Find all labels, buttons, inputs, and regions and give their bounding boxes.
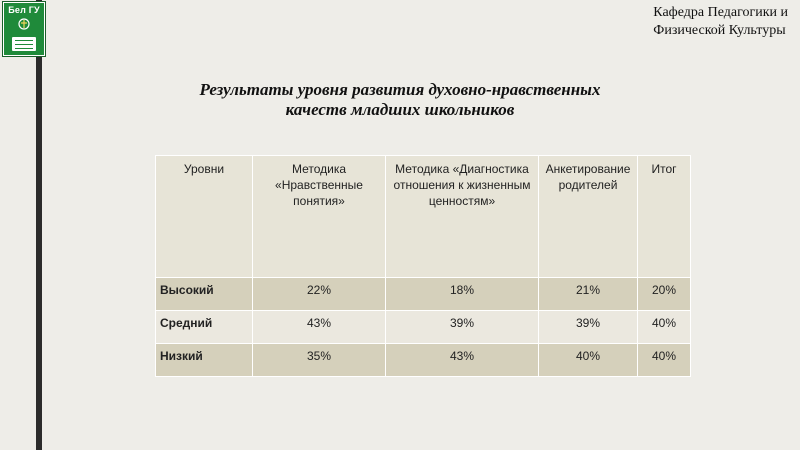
logo-text: Бел ГУ: [8, 5, 40, 15]
row-label: Высокий: [156, 278, 253, 311]
department-line-2: Физической Культуры: [653, 23, 786, 38]
table-cell: 39%: [386, 311, 539, 344]
emblem-icon: [17, 17, 31, 31]
department-line-1: Кафедра Педагогики и: [653, 5, 788, 20]
results-table: [155, 155, 691, 377]
table-cell: 18%: [386, 278, 539, 311]
header-parents-survey: Анкетирование родителей: [539, 156, 638, 278]
row-label: Средний: [156, 311, 253, 344]
department-name: [653, 4, 788, 40]
table-row: [156, 278, 691, 311]
title-line-1: Результаты уровня развития духовно-нравственных: [199, 80, 601, 99]
table-cell: 21%: [539, 278, 638, 311]
table-header-row: [156, 156, 691, 278]
table-cell: 40%: [638, 344, 691, 377]
table-cell: 39%: [539, 311, 638, 344]
header-method-1: Методика «Нравственные понятия»: [253, 156, 386, 278]
table-cell: 35%: [253, 344, 386, 377]
table-cell: 43%: [253, 311, 386, 344]
slide-title: [150, 80, 650, 120]
header-levels: Уровни: [156, 156, 253, 278]
header-method-2: Методика «Диагностика отношения к жизненным ценностям»: [386, 156, 539, 278]
table-cell: 22%: [253, 278, 386, 311]
table-cell: 40%: [539, 344, 638, 377]
title-line-2: качеств младших школьников: [285, 100, 515, 119]
header-total: Итог: [638, 156, 691, 278]
left-divider-bar: [36, 0, 42, 450]
university-logo: [3, 2, 45, 56]
logo-plaque: [12, 37, 36, 51]
table-row: [156, 344, 691, 377]
table-row: [156, 311, 691, 344]
row-label: Низкий: [156, 344, 253, 377]
table-cell: 20%: [638, 278, 691, 311]
table-cell: 43%: [386, 344, 539, 377]
table-cell: 40%: [638, 311, 691, 344]
